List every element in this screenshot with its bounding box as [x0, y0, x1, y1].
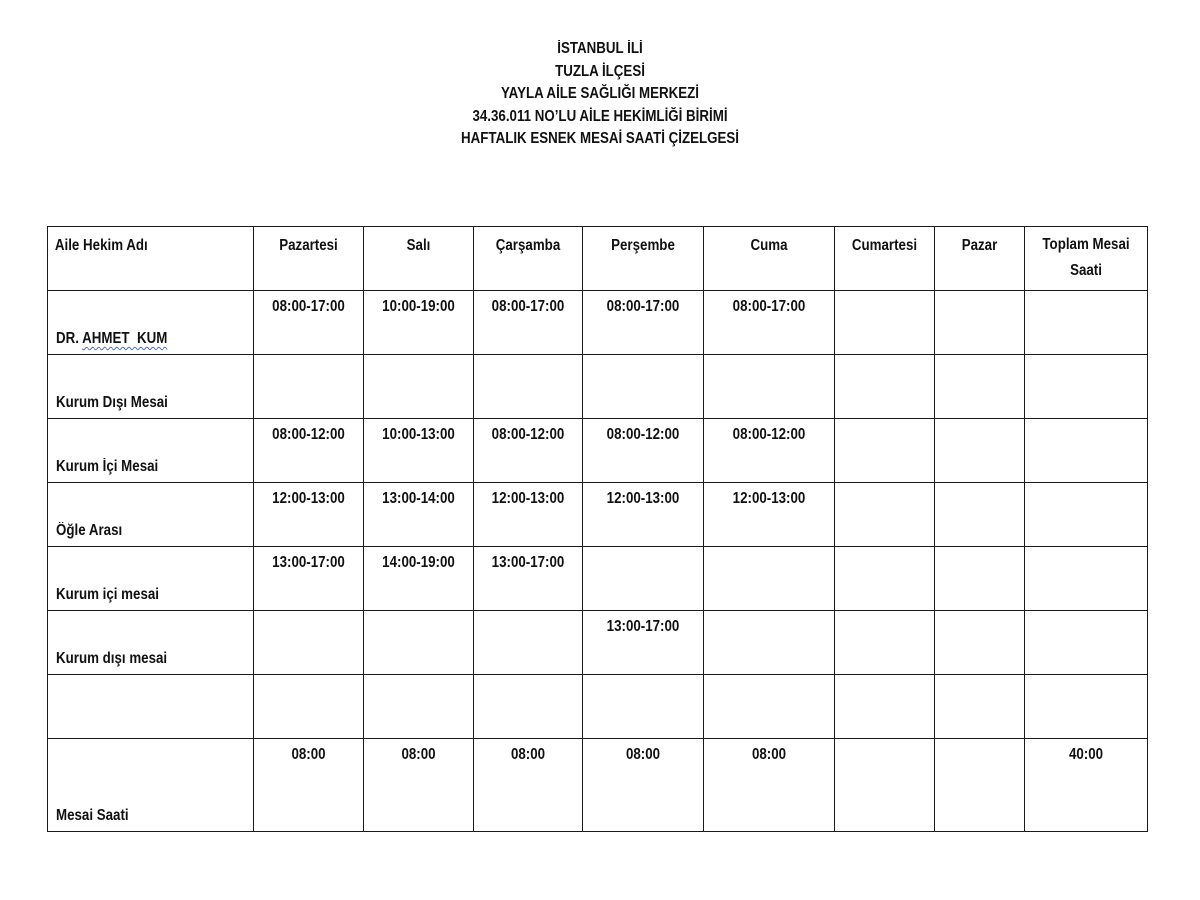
time-value: 08:00-17:00: [732, 298, 806, 315]
cell-thursday: [583, 483, 704, 547]
cell-wednesday: [474, 547, 583, 611]
table-row: [48, 547, 1148, 611]
cell-tuesday: [364, 739, 474, 832]
cell-monday: [254, 739, 364, 832]
time-value: [941, 483, 1018, 490]
row-label: Kurum Dışı Mesai: [56, 394, 168, 411]
time-value: 13:00-14:00: [382, 490, 455, 507]
time-value: [1034, 483, 1139, 490]
cell-wednesday: [474, 291, 583, 355]
time-value: [941, 419, 1018, 426]
row-label: Kurum içi mesai: [56, 586, 159, 603]
cell-total: [1025, 675, 1148, 739]
cell-friday: [704, 675, 835, 739]
header-district: TUZLA İLÇESİ: [555, 62, 645, 80]
cell-tuesday: [364, 355, 474, 419]
cell-friday: [704, 611, 835, 675]
column-header-saturday: Cumartesi: [835, 227, 935, 291]
table-row: [48, 675, 1148, 739]
time-value: [262, 611, 356, 618]
time-value: [842, 547, 927, 554]
cell-sunday: [935, 739, 1025, 832]
table-row: [48, 291, 1148, 355]
column-header-friday: Cuma: [704, 227, 835, 291]
time-value: 08:00-17:00: [272, 298, 345, 315]
cell-monday: [254, 611, 364, 675]
cell-thursday: [583, 739, 704, 832]
column-header-physician: Aile Hekim Adı: [48, 227, 254, 291]
cell-wednesday: [474, 419, 583, 483]
cell-friday: [704, 355, 835, 419]
cell-sunday: [935, 611, 1025, 675]
cell-sunday: [935, 419, 1025, 483]
document-header: [84, 38, 1116, 151]
time-value: [713, 547, 825, 554]
column-header-total: Toplam Mesai Saati: [1025, 227, 1148, 291]
time-value: [842, 739, 927, 746]
row-label-cell: [48, 355, 254, 419]
time-value: [842, 419, 927, 426]
cell-sunday: [935, 483, 1025, 547]
cell-monday: [254, 291, 364, 355]
cell-monday: [254, 547, 364, 611]
cell-saturday: [835, 611, 935, 675]
row-label: [56, 330, 167, 348]
header-province: İSTANBUL İLİ: [557, 40, 643, 57]
time-value: [1034, 355, 1139, 362]
time-value: [262, 355, 356, 362]
cell-thursday: [583, 355, 704, 419]
time-value: [941, 675, 1018, 682]
table-row: [48, 483, 1148, 547]
time-value: [1034, 611, 1139, 618]
time-value: [842, 483, 927, 490]
table-row: [48, 419, 1148, 483]
column-header-tuesday: Salı: [364, 227, 474, 291]
row-label-cell: [48, 611, 254, 675]
header-health-center: YAYLA AİLE SAĞLIĞI MERKEZİ: [500, 85, 700, 102]
cell-thursday: [583, 419, 704, 483]
cell-total: [1025, 483, 1148, 547]
time-value: [713, 675, 825, 682]
table-row: [48, 611, 1148, 675]
cell-tuesday: [364, 419, 474, 483]
time-value: 08:00: [291, 746, 326, 763]
time-value: [482, 611, 575, 618]
time-value: 08:00-12:00: [272, 426, 345, 443]
time-value: [262, 675, 356, 682]
cell-wednesday: [474, 675, 583, 739]
row-label-cell: [48, 419, 254, 483]
column-header-sunday: Pazar: [935, 227, 1025, 291]
time-value: [713, 611, 825, 618]
row-label: Öğle Arası: [56, 522, 123, 539]
schedule-table: [47, 226, 1148, 832]
time-value: [941, 547, 1018, 554]
cell-tuesday: [364, 611, 474, 675]
row-label-cell: [48, 483, 254, 547]
time-value: [842, 675, 927, 682]
time-value: [941, 611, 1018, 618]
row-label-cell: [48, 547, 254, 611]
time-value: [1034, 675, 1139, 682]
cell-monday: [254, 419, 364, 483]
cell-saturday: [835, 355, 935, 419]
time-value: 08:00: [625, 746, 661, 763]
cell-saturday: [835, 675, 935, 739]
cell-saturday: [835, 547, 935, 611]
time-value: [591, 547, 694, 554]
cell-monday: [254, 355, 364, 419]
cell-total: [1025, 355, 1148, 419]
time-value: [591, 355, 694, 362]
cell-monday: [254, 483, 364, 547]
cell-total: [1025, 547, 1148, 611]
cell-tuesday: [364, 483, 474, 547]
cell-sunday: [935, 291, 1025, 355]
time-value: 10:00-19:00: [382, 298, 455, 315]
cell-sunday: [935, 355, 1025, 419]
time-value: 14:00-19:00: [382, 554, 455, 571]
physician-name: AHMET KUM: [82, 330, 168, 347]
time-value: 08:00-12:00: [732, 426, 806, 443]
cell-thursday: [583, 291, 704, 355]
cell-wednesday: [474, 611, 583, 675]
cell-sunday: [935, 675, 1025, 739]
cell-thursday: [583, 547, 704, 611]
time-value: [842, 611, 927, 618]
cell-thursday: [583, 611, 704, 675]
time-value: 13:00-17:00: [272, 554, 345, 571]
cell-wednesday: [474, 483, 583, 547]
time-value: [372, 675, 466, 682]
column-header-wednesday: Çarşamba: [474, 227, 583, 291]
time-value: [713, 355, 825, 362]
physician-title: DR.: [56, 330, 83, 347]
table-header-row: [48, 227, 1148, 291]
cell-friday: [704, 547, 835, 611]
header-schedule-title: HAFTALIK ESNEK MESAİ SAATİ ÇİZELGESİ: [461, 130, 739, 147]
time-value: 08:00: [510, 746, 546, 763]
time-value: 12:00-13:00: [272, 490, 345, 507]
cell-monday: [254, 675, 364, 739]
cell-friday: [704, 419, 835, 483]
time-value: [482, 355, 575, 362]
time-value: [591, 675, 694, 682]
time-value: [941, 291, 1018, 298]
cell-saturday: [835, 419, 935, 483]
cell-friday: [704, 483, 835, 547]
cell-sunday: [935, 547, 1025, 611]
cell-total: [1025, 419, 1148, 483]
cell-saturday: [835, 739, 935, 832]
cell-total: [1025, 611, 1148, 675]
table-row: [48, 355, 1148, 419]
time-value: 08:00-17:00: [606, 298, 680, 315]
time-value: 12:00-13:00: [732, 490, 806, 507]
time-value: 08:00-17:00: [491, 298, 565, 315]
cell-total: [1025, 291, 1148, 355]
time-value: [1034, 291, 1139, 298]
cell-saturday: [835, 291, 935, 355]
time-value: [842, 355, 927, 362]
time-value: [372, 355, 466, 362]
row-label: Kurum dışı mesai: [56, 650, 168, 667]
cell-tuesday: [364, 675, 474, 739]
row-label-cell: [48, 675, 254, 739]
time-value: 08:00: [751, 746, 787, 763]
time-value: 12:00-13:00: [606, 490, 680, 507]
time-value: [842, 291, 927, 298]
cell-wednesday: [474, 739, 583, 832]
table-row: [48, 739, 1148, 832]
time-value: 40:00: [1068, 746, 1104, 763]
cell-wednesday: [474, 355, 583, 419]
time-value: [1034, 419, 1139, 426]
time-value: [1034, 547, 1139, 554]
row-label: Kurum İçi Mesai: [56, 458, 159, 475]
time-value: 10:00-13:00: [382, 426, 455, 443]
row-label-cell: [48, 739, 254, 832]
time-value: 08:00-12:00: [606, 426, 680, 443]
time-value: [372, 611, 466, 618]
cell-friday: [704, 291, 835, 355]
time-value: 13:00-17:00: [606, 618, 680, 635]
cell-tuesday: [364, 547, 474, 611]
time-value: [941, 739, 1018, 746]
time-value: [482, 675, 575, 682]
row-label-cell: [48, 291, 254, 355]
cell-friday: [704, 739, 835, 832]
time-value: 08:00-12:00: [491, 426, 565, 443]
cell-thursday: [583, 675, 704, 739]
time-value: 08:00: [401, 746, 436, 763]
header-unit: 34.36.011 NO’LU AİLE HEKİMLİĞİ BİRİMİ: [472, 107, 728, 125]
time-value: [941, 355, 1018, 362]
cell-saturday: [835, 483, 935, 547]
column-header-thursday: Perşembe: [583, 227, 704, 291]
column-header-monday: Pazartesi: [254, 227, 364, 291]
cell-total: [1025, 739, 1148, 832]
time-value: 13:00-17:00: [491, 554, 565, 571]
row-label: Mesai Saati: [56, 807, 129, 824]
time-value: 12:00-13:00: [491, 490, 565, 507]
cell-tuesday: [364, 291, 474, 355]
